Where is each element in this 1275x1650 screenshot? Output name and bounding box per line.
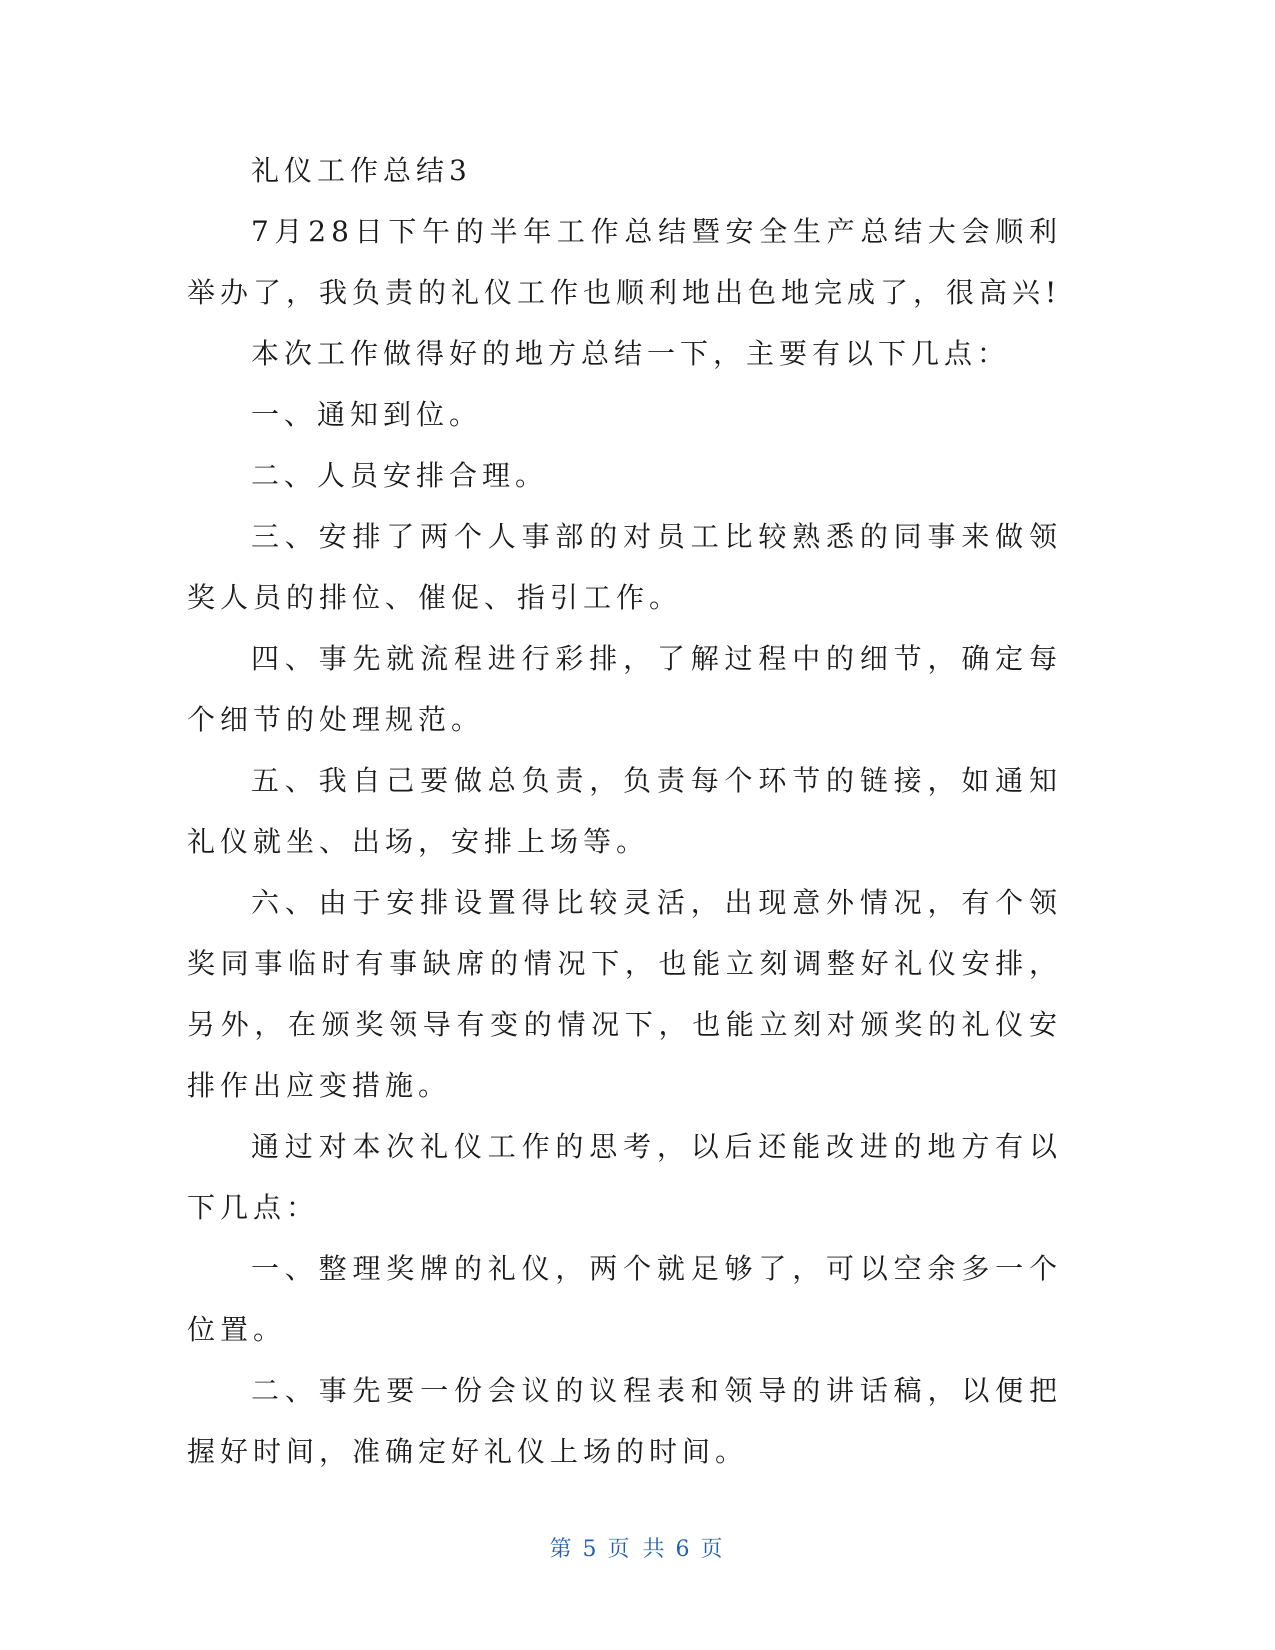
paragraph-improve-1: 一、整理奖牌的礼仪，两个就足够了，可以空余多一个位置。: [187, 1252, 1062, 1346]
paragraph-improve-2: 二、事先要一份会议的议程表和领导的讲话稿，以便把握好时间，准确定好礼仪上场的时间。: [187, 1374, 1062, 1468]
paragraph-point-3: 三、安排了两个人事部的对员工比较熟悉的同事来做领奖人员的排位、催促、指引工作。: [187, 520, 1062, 614]
footer-total-pages: 6: [675, 1537, 693, 1562]
paragraph-point-6: 六、由于安排设置得比较灵活，出现意外情况，有个领奖同事临时有事缺席的情况下，也能立刻调整好礼仪安排，另外，在颁奖领导有变的情况下，也能立刻对颁奖的礼仪安排作出应变措施。: [187, 886, 1062, 1102]
footer-middle: 页 共: [607, 1537, 668, 1562]
footer-prefix: 第: [549, 1537, 575, 1562]
paragraph-point-1: 一、通知到位。: [251, 398, 483, 431]
document-body: [187, 140, 1062, 1482]
paragraph-summary-lead: 本次工作做得好的地方总结一下，主要有以下几点：: [251, 337, 1011, 370]
paragraph-point-4: 四、事先就流程进行彩排，了解过程中的细节，确定每个细节的处理规范。: [187, 642, 1062, 736]
paragraph-point-5: 五、我自己要做总负责，负责每个环节的链接，如通知礼仪就坐、出场，安排上场等。: [187, 764, 1062, 858]
paragraph-improve-lead: 通过对本次礼仪工作的思考，以后还能改进的地方有以下几点：: [187, 1130, 1062, 1224]
paragraph-intro: 7月28日下午的半年工作总结暨安全生产总结大会顺利举办了，我负责的礼仪工作也顺利地出色地完成了，很高兴!: [187, 215, 1062, 309]
page-footer: [0, 1532, 1275, 1563]
doc-title: 礼仪工作总结3: [251, 154, 472, 187]
footer-suffix: 页: [700, 1537, 726, 1562]
paragraph-point-2: 二、人员安排合理。: [251, 459, 549, 492]
footer-page-number: 5: [582, 1537, 600, 1562]
